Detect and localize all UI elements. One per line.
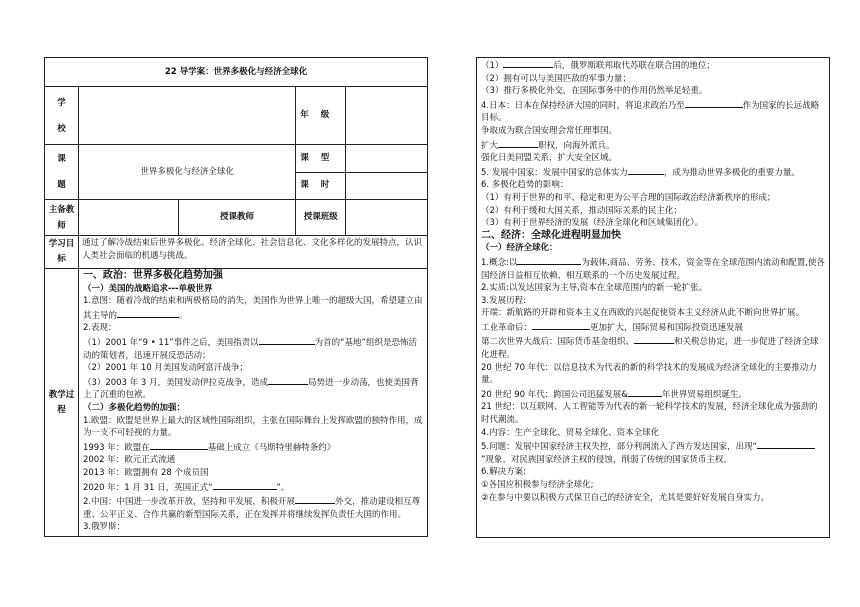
subheading-globalization: （一）经济全球化： [481, 243, 558, 254]
text-line: （3）有利于世界经济的发展（经济全球化和区域集团化）。 [481, 218, 704, 229]
text-line: 开端：新航路的开辟和资本主义在西欧的兴起促使资本主义经济从此不断向世界扩展。 [481, 308, 805, 319]
grade-value [346, 87, 428, 145]
lead-teacher-value [78, 200, 178, 236]
text-line: 20 世纪 70 年代：以信息技术为代表的新的科学技术的发展成为经济全球化的主要推动力量。 [481, 362, 817, 386]
text-line: ①各国应积极参与经济全球化; [481, 480, 594, 490]
text-line: 1993 年：欧盟在 基础上成立《马斯特里赫特条约》 [83, 440, 423, 455]
type-label: 课型 [296, 145, 346, 173]
teacher-label: 授课教师 [178, 200, 296, 236]
text-line: 2013 年：欧盟拥有 28 个成员国 [82, 467, 209, 478]
text-line: 争取成为联合国安理会常任理事国。 [481, 125, 618, 136]
goal-label: 学习目标 [45, 236, 79, 269]
text-line: 4.日本：日本在保持经济大国的同时，将追求政治乃至 作为国家的长远战略目标。 [481, 98, 825, 125]
text-line: 1.概念:以 为载体,商品、劳务、技术、资金等在全球范围内流动和配置,使各国经济日益相互依赖、相互联系的一个历史发展过程。 [481, 255, 825, 282]
text-line: 工业革命后： 更加扩大，国际贸易和国际投资迅速发展 [481, 320, 825, 335]
text-line: （2）2001 年 10 月美国发动阿富汗战争； [82, 363, 248, 374]
text-line: （2）有利于缓和大国关系，推动国际关系的民主化； [481, 205, 682, 216]
text-line: 强化日美同盟关系，扩大安全区域。 [481, 153, 618, 164]
text-line: 第二次世界大战后：国际货币基金组织、 和关税总协定，进一步促进了经济全球化进程。 [481, 334, 825, 361]
text-line: 3.俄罗斯： [82, 522, 126, 533]
type-value [346, 145, 428, 173]
process-content [78, 269, 427, 537]
text-line: 6. 多极化趋势的影响： [481, 180, 569, 191]
text-line: （1）2001 年“9 • 11”事件之后，美国指责以 为首的“基地”组织是恐怖活动的策划者，迅速开展反恐活动； [83, 335, 423, 362]
class-label: 授课班级 [296, 200, 346, 236]
school-label: 学校 [45, 87, 79, 145]
text-line: 1.欧盟：欧盟是世界上最大的区域性国际组织，主张在国际舞台上发挥欧盟的独特作用，成为一支不可轻视的力量。 [82, 415, 423, 439]
text-line: 6.解决方案: [481, 467, 526, 478]
goal-text: 通过了解冷战结束后世界多极化、经济全球化、社会信息化、文化多样化的发展特点，认识人类社会面临的机遇与挑战。 [78, 236, 427, 269]
text-line: （1） 后，俄罗斯联邦取代苏联在联合国的地位； [481, 58, 825, 73]
lead-teacher-label: 主备教师 [45, 200, 79, 236]
text-line: （3）2003 年 3 月，美国发动伊拉克战争，造成 局势进一步动荡，也使美国背上了沉重的包袱。 [83, 375, 423, 402]
text-line: 1.意图：随着冷战的结束和两极格局的消失，美国作为世界上唯一的超级大国，希望建立由其主导的 。 [82, 296, 423, 321]
class-value [346, 200, 428, 236]
text-line: 5.问题：发展中国家经济主权失控，部分利润流入了西方发达国家，出现“”现象。对民族国家经济主权的侵蚀，削弱了传统的国家货币主权。 [481, 439, 825, 466]
text-line: 2.实质:以发达国家为主导,资本在全球范围内的新一轮扩张。 [481, 283, 708, 294]
text-line: 2002 年：欧元正式流通 [82, 455, 176, 466]
section-heading-politics: 一、政治：世界多极化趋势加强 [82, 270, 223, 281]
text-line: 3.发展历程: [481, 295, 526, 306]
text-line: 20 世纪 90 年代：跨国公司迅猛发展& 年世界贸易组织诞生。 [481, 387, 825, 402]
text-line: 2.中国：中国进一步改革开放，坚持和平发展，积极开展 外交，推动建设相互尊重、公平正义、合作共赢的新型国际关系，正在发挥并将继续发挥负责任大国的作用。 [83, 494, 423, 521]
topic-value: 世界多极化与经济全球化 [78, 145, 295, 200]
text-line: （3）推行多极化外交，在国际事务中的作用仍然举足轻重。 [481, 86, 708, 97]
text-line: 5. 发展中国家：发展中国家的总体实力 ，成为推动世界多极化的重要力量。 [481, 165, 825, 180]
section-heading-economy: 二、经济：全球化进程明显加快 [481, 229, 621, 241]
hours-value [346, 172, 428, 200]
text-line: 4.内容：生产全球化、贸易全球化、资本全球化 [481, 427, 660, 438]
hours-label: 课时 [296, 172, 346, 200]
document-title: 22 导学案：世界多极化与经济全球化 [45, 58, 428, 87]
text-line: 2.表现： [82, 323, 117, 334]
topic-label: 课题 [45, 145, 79, 200]
subheading-multipolar: （二）多极化趋势的加强： [82, 402, 185, 413]
text-line: 21 世纪：以互联网、人工智能等为代表的新一轮科学技术的发展，经济全球化成为强劲的时代潮流。 [481, 402, 818, 426]
continuation-box [476, 57, 830, 538]
lesson-plan-table [44, 57, 428, 537]
subheading-us: （一）美国的战略追求---单极世界 [82, 283, 213, 294]
process-label: 教学过程 [45, 269, 79, 537]
text-line: （2）拥有可以与美国匹敌的军事力量； [481, 73, 631, 84]
text-line: 扩大 职权，向海外派兵。 [481, 138, 825, 153]
text-line: 2020 年：1 月 31 日，英国正式“ ”。 [83, 480, 423, 495]
school-value [78, 87, 295, 145]
grade-label: 年级 [296, 87, 346, 145]
text-line: （1）有利于世界的和平、稳定和更为公平合理的国际政治经济新秩序的形成； [481, 192, 776, 203]
text-line: ②在参与中要以积极方式保卫自己的经济安全，尤其是要好好发展自身实力。 [481, 492, 770, 503]
